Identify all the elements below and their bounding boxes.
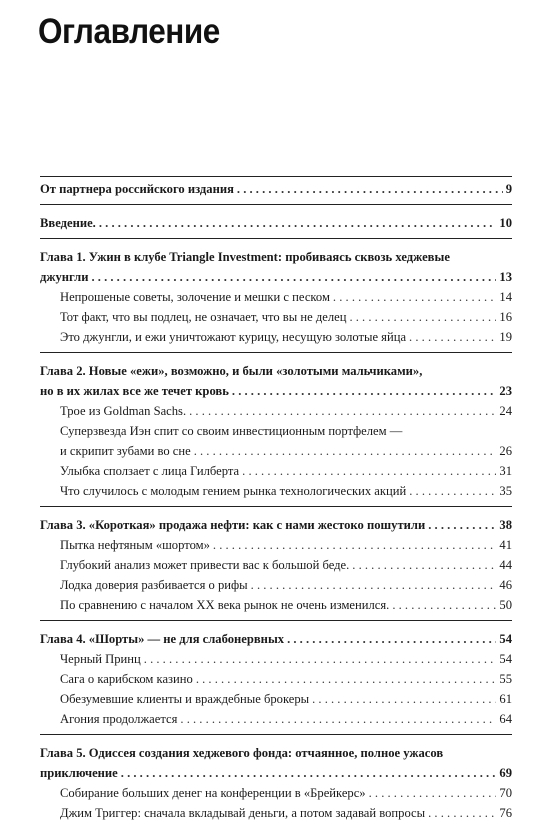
toc-page-number: 35 (499, 484, 512, 498)
toc-entry-label: Собирание больших денег на конференции в «Брейкерс» (60, 786, 366, 800)
toc-entry-label: Обезумевшие клиенты и враждебные брокеры (60, 692, 310, 706)
dot-leader (352, 555, 496, 575)
dot-leader (194, 441, 497, 461)
dot-leader (349, 307, 496, 327)
toc-entry[interactable] (40, 267, 512, 287)
toc-entry-label: приключение (40, 766, 118, 780)
toc-entry-label: но в их жилах все же течет кровь (40, 384, 229, 398)
toc-entry-label: Глава 4. «Шорты» — не для слабонервных (40, 632, 285, 646)
toc-subentry[interactable] (40, 401, 512, 421)
toc-page-number: 24 (499, 404, 512, 418)
toc-entry-label: Сага о карибском казино (60, 672, 193, 686)
toc-page-number: 61 (499, 692, 512, 706)
toc-group-chapter-4 (40, 629, 512, 735)
toc-page-number: 54 (499, 652, 512, 666)
toc-group-chapter-1 (40, 247, 512, 353)
dot-leader (91, 267, 496, 287)
toc-group-chapter-3 (40, 515, 512, 621)
dot-leader (333, 287, 496, 307)
toc-entry-label: Черный Принц (60, 652, 141, 666)
dot-leader (428, 515, 496, 535)
toc-entry[interactable] (40, 179, 512, 199)
subentry-title-line: Суперзвезда Иэн спит со своим инвестиционным портфелем — (60, 424, 403, 438)
toc-entry-label: От партнера российского издания (40, 182, 234, 196)
dot-leader (428, 803, 496, 823)
dot-leader (409, 481, 496, 501)
toc-page-number: 70 (499, 786, 512, 800)
toc-group-chapter-2 (40, 361, 512, 507)
toc-subentry[interactable] (40, 287, 512, 307)
dot-leader (232, 381, 497, 401)
dot-leader (189, 401, 496, 421)
dot-leader (237, 179, 503, 199)
toc-page-number: 50 (499, 598, 512, 612)
toc-entry-label: Глава 3. «Короткая» продажа нефти: как с нами жестоко пошутили (40, 518, 426, 532)
toc-entry-label: Джим Триггер: сначала вкладывай деньги, а потом задавай вопросы (60, 806, 426, 820)
toc-page-number: 14 (499, 290, 512, 304)
toc-entry-label: Лодка доверия разбивается о рифы (60, 578, 248, 592)
toc-entry-label: По сравнению с началом XX века рынок не очень изменился. (60, 598, 390, 612)
toc-page-number: 44 (499, 558, 512, 572)
page-title: Оглавление (38, 12, 220, 51)
chapter-title-line: Глава 5. Одиссея создания хеджевого фонда: отчаянное, полное ужасов (40, 746, 444, 760)
toc-group-chapter-5 (40, 743, 512, 828)
toc-subentry[interactable] (40, 461, 512, 481)
toc-page-number: 46 (499, 578, 512, 592)
dot-leader (287, 629, 496, 649)
toc-group (40, 176, 512, 205)
toc-page-number: 54 (499, 632, 512, 646)
dot-leader (196, 669, 497, 689)
toc-entry-label: и скрипит зубами во сне (60, 444, 191, 458)
dot-leader (121, 763, 497, 783)
toc-page-number: 69 (499, 766, 512, 780)
toc-entry-label: Введение. (40, 216, 96, 230)
toc-page-number: 38 (499, 518, 512, 532)
toc-subentry[interactable] (40, 709, 512, 729)
toc-page-number: 76 (499, 806, 512, 820)
dot-leader (409, 327, 496, 347)
toc-subentry[interactable] (40, 555, 512, 575)
toc-entry[interactable] (40, 213, 512, 233)
dot-leader (312, 689, 496, 709)
dot-leader (251, 575, 497, 595)
toc-entry-label: Агония продолжается (60, 712, 178, 726)
toc-entry-label: Улыбка сползает с лица Гилберта (60, 464, 240, 478)
toc-entry-label: Трое из Goldman Sachs. (60, 404, 187, 418)
toc-subentry[interactable] (40, 783, 512, 803)
toc-entry-label: Тот факт, что вы подлец, не означает, что вы не делец (60, 310, 347, 324)
chapter-title-line: Глава 2. Новые «ежи», возможно, и были «золотыми мальчиками», (40, 364, 423, 378)
chapter-title-line: Глава 1. Ужин в клубе Triangle Investment: пробиваясь сквозь хеджевые (40, 250, 450, 264)
toc-subentry[interactable] (40, 575, 512, 595)
toc-entry-label: Что случилось с молодым гением рынка технологических акций (60, 484, 407, 498)
toc-page-number: 26 (499, 444, 512, 458)
toc-entry-label: Глубокий анализ может привести вас к большой беде. (60, 558, 350, 572)
toc-group (40, 213, 512, 239)
toc-page-number: 64 (499, 712, 512, 726)
toc-subentry[interactable] (40, 307, 512, 327)
dot-leader (180, 709, 496, 729)
toc-page-number: 16 (499, 310, 512, 324)
dot-leader (144, 649, 497, 669)
toc-subentry[interactable] (40, 649, 512, 669)
toc-subentry[interactable] (40, 441, 512, 461)
toc-subentry[interactable] (40, 535, 512, 555)
toc-entry[interactable] (40, 381, 512, 401)
toc-subentry[interactable] (40, 669, 512, 689)
dot-leader (99, 213, 497, 233)
dot-leader (242, 461, 496, 481)
toc-page-number: 9 (505, 182, 512, 196)
toc-entry[interactable] (40, 629, 512, 649)
toc-entry[interactable] (40, 515, 512, 535)
toc-page-number: 10 (499, 216, 512, 230)
toc-subentry[interactable] (40, 803, 512, 823)
toc-page-number: 23 (499, 384, 512, 398)
toc-subentry[interactable] (40, 327, 512, 347)
toc-entry-label: Это джунгли, и ежи уничтожают курицу, несущую золотые яйца (60, 330, 407, 344)
toc-entry[interactable] (40, 763, 512, 783)
toc-page-number: 41 (499, 538, 512, 552)
toc-page-number: 55 (499, 672, 512, 686)
dot-leader (392, 595, 496, 615)
toc-page-number: 31 (499, 464, 512, 478)
toc-subentry[interactable] (40, 689, 512, 709)
toc-page-number: 19 (499, 330, 512, 344)
toc-subentry[interactable] (40, 595, 512, 615)
toc-page-number: 13 (499, 270, 512, 284)
toc-subentry[interactable] (40, 481, 512, 501)
toc-entry-label: джунгли (40, 270, 89, 284)
toc-entry-label: Непрошеные советы, золочение и мешки с песком (60, 290, 330, 304)
dot-leader (369, 783, 497, 803)
toc-entry-label: Пытка нефтяным «шортом» (60, 538, 210, 552)
table-of-contents (40, 176, 512, 836)
dot-leader (213, 535, 497, 555)
